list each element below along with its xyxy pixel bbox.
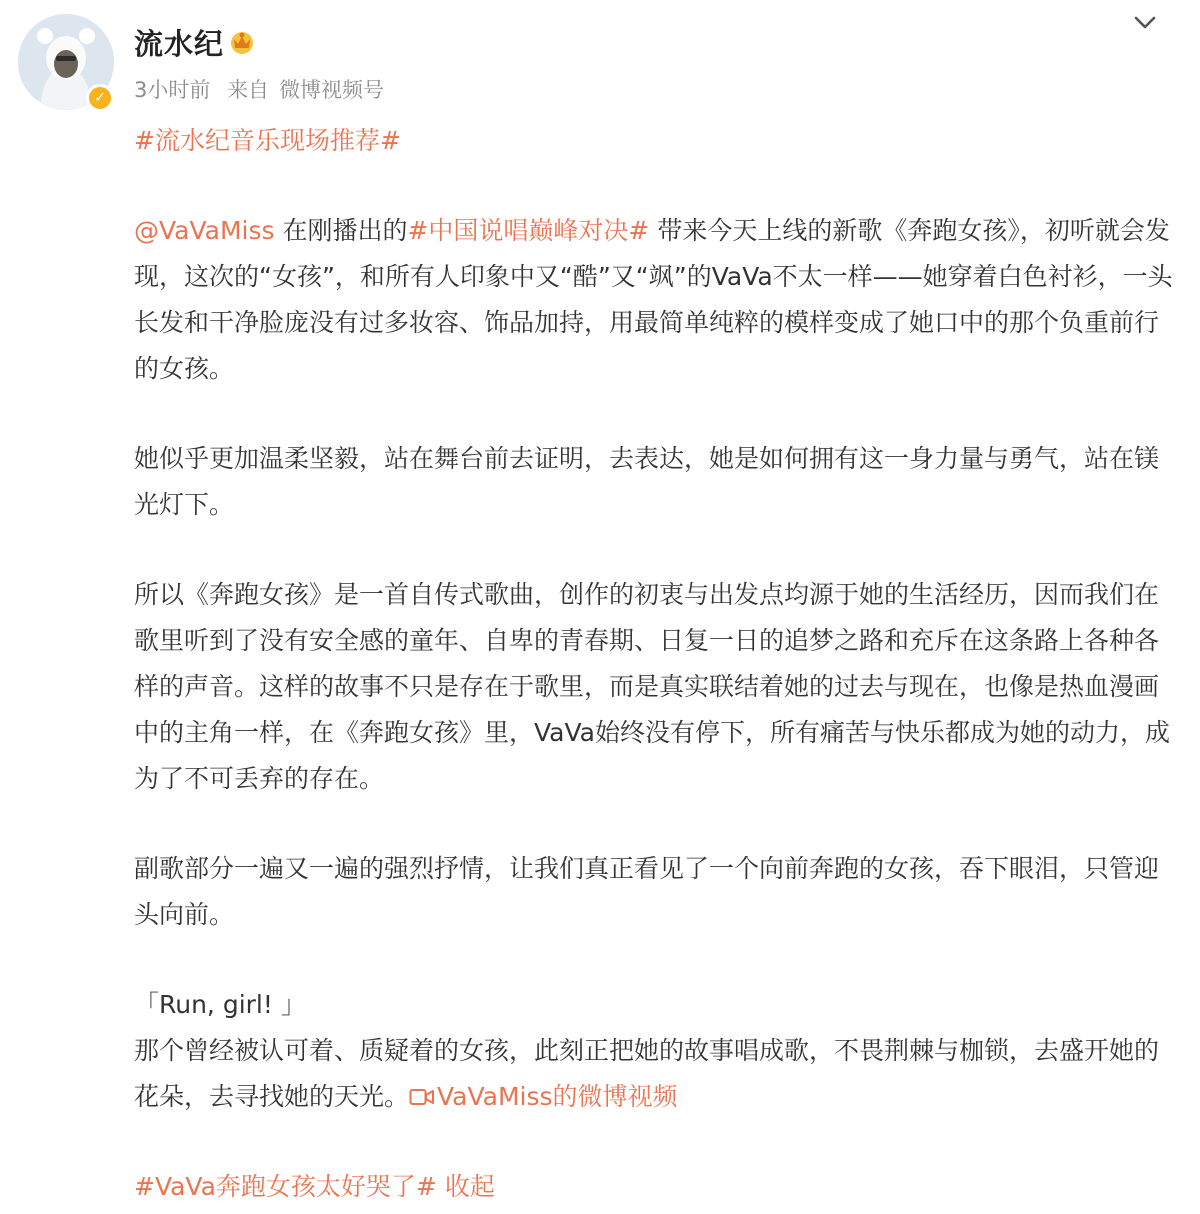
paragraph-1-text-a: 在刚播出的 <box>274 216 408 245</box>
paragraph-3: 所以《奔跑女孩》是一首自传式歌曲，创作的初衷与出发点均源于她的生活经历，因而我们在歌里听到了没有安全感的童年、自卑的青春期、日复一日的追梦之路和充斥在这条路上各种各样的声音。这样的故事不只是存在于歌里，而是真实联结着她的过去与现在，也像是热血漫画中的主角一样，在《奔跑女孩》里，VaVa始终没有停下，所有痛苦与快乐都成为她的动力，成为了不可丢弃的存在。 <box>134 580 1170 793</box>
paragraph-5-text: 那个曾经被认可着、质疑着的女孩，此刻正把她的故事唱成歌，不畏荆棘与枷锁，去盛开她的花朵，去寻找她的天光。 <box>134 1036 1160 1111</box>
video-icon <box>409 1087 435 1107</box>
post-time[interactable]: 3小时前 <box>134 78 211 102</box>
quote-line: 「Run, girl! 」 <box>134 990 306 1019</box>
paragraph-5 <box>134 1028 1174 1120</box>
footer-line <box>134 1164 1174 1210</box>
source-name[interactable]: 微博视频号 <box>279 78 385 102</box>
paragraph-1-text-b: 带来今天上线的新歌《奔跑女孩》，初听就会发现，这次的“女孩”，和所有人印象中又“酷”又“飒”的VaVa不太一样——她穿着白色衬衫，一头长发和干净脸庞没有过多妆容、饰品加持，用最简单纯粹的模样变成了她口中的那个负重前行的女孩。 <box>134 216 1173 383</box>
source-label: 来自 <box>227 78 270 102</box>
video-link-label: VaVaMiss的微博视频 <box>437 1082 678 1111</box>
bottom-topic-link[interactable]: #VaVa奔跑女孩太好哭了# <box>134 1172 437 1201</box>
username[interactable]: 流水纪 <box>134 27 225 61</box>
topic-link[interactable]: #中国说唱巅峰对决# <box>407 216 650 245</box>
paragraph-2: 她似乎更加温柔坚毅，站在舞台前去证明，去表达，她是如何拥有这一身力量与勇气，站在镁光灯下。 <box>134 444 1160 519</box>
post-body <box>134 118 1174 1210</box>
paragraph-1 <box>134 208 1174 392</box>
collapse-button[interactable]: 收起 <box>444 1172 495 1201</box>
mention-link[interactable]: @VaVaMiss <box>134 216 275 245</box>
verified-icon: ✓ <box>86 84 114 112</box>
post-meta <box>134 74 394 104</box>
chevron-down-icon[interactable] <box>1128 6 1162 40</box>
paragraph-4: 副歌部分一遍又一遍的强烈抒情，让我们真正看见了一个向前奔跑的女孩，吞下眼泪，只管迎头向前。 <box>134 854 1160 929</box>
crown-icon[interactable] <box>228 27 256 55</box>
topic-tag[interactable]: #流水纪音乐现场推荐# <box>134 126 401 155</box>
video-link[interactable] <box>409 1082 678 1111</box>
